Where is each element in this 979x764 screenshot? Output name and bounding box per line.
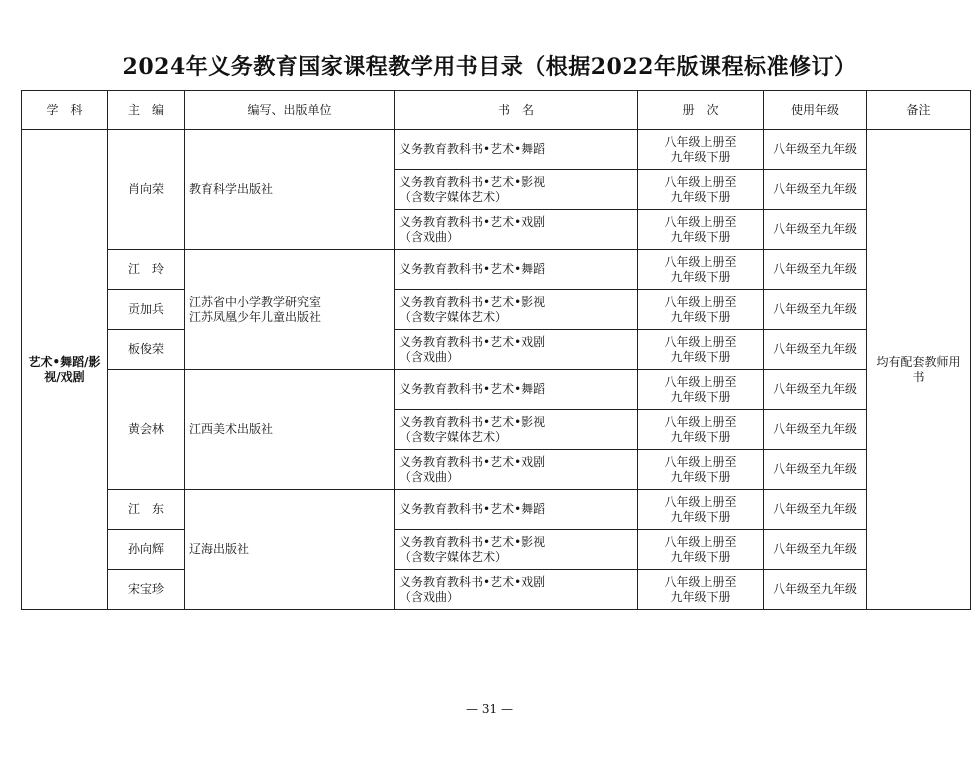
book-cell: 义务教育教科书•艺术•舞蹈: [395, 490, 638, 530]
book-cell: 义务教育教科书•艺术•戏剧 （含戏曲）: [395, 570, 638, 610]
book-cell: 义务教育教科书•艺术•影视 （含数字媒体艺术）: [395, 530, 638, 570]
table-row: [22, 130, 971, 170]
book-cell: 义务教育教科书•艺术•舞蹈: [395, 250, 638, 290]
grade-cell: 八年级至九年级: [764, 490, 867, 530]
book-cell: 义务教育教科书•艺术•戏剧 （含戏曲）: [395, 330, 638, 370]
header-grade: 使用年级: [764, 91, 867, 130]
volume-cell: 八年级上册至 九年级下册: [638, 170, 764, 210]
grade-cell: 八年级至九年级: [764, 370, 867, 410]
grade-cell: 八年级至九年级: [764, 450, 867, 490]
grade-cell: 八年级至九年级: [764, 130, 867, 170]
book-cell: 义务教育教科书•艺术•舞蹈: [395, 370, 638, 410]
publisher-cell: 辽海出版社: [185, 490, 395, 610]
table-row: [22, 530, 971, 570]
subject-cell: 艺术•舞蹈/影视/戏剧: [22, 130, 108, 610]
volume-cell: 八年级上册至 九年级下册: [638, 130, 764, 170]
header-publisher: 编写、出版单位: [185, 91, 395, 130]
grade-cell: 八年级至九年级: [764, 250, 867, 290]
textbook-catalog-table: [21, 90, 971, 610]
book-cell: 义务教育教科书•艺术•影视 （含数字媒体艺术）: [395, 170, 638, 210]
grade-cell: 八年级至九年级: [764, 170, 867, 210]
page-number: — 31 —: [466, 702, 513, 716]
volume-cell: 八年级上册至 九年级下册: [638, 410, 764, 450]
grade-cell: 八年级至九年级: [764, 570, 867, 610]
book-cell: 义务教育教科书•艺术•舞蹈: [395, 130, 638, 170]
editor-cell: 贡加兵: [108, 290, 185, 330]
editor-cell: 板俊荣: [108, 330, 185, 370]
table-row: [22, 490, 971, 530]
table-row: [22, 370, 971, 410]
header-volume: 册 次: [638, 91, 764, 130]
editor-cell: 宋宝珍: [108, 570, 185, 610]
volume-cell: 八年级上册至 九年级下册: [638, 250, 764, 290]
book-cell: 义务教育教科书•艺术•影视 （含数字媒体艺术）: [395, 410, 638, 450]
volume-cell: 八年级上册至 九年级下册: [638, 330, 764, 370]
book-cell: 义务教育教科书•艺术•影视 （含数字媒体艺术）: [395, 290, 638, 330]
editor-cell: 孙向辉: [108, 530, 185, 570]
grade-cell: 八年级至九年级: [764, 210, 867, 250]
grade-cell: 八年级至九年级: [764, 530, 867, 570]
table-row: [22, 290, 971, 330]
editor-cell: 黄会林: [108, 370, 185, 490]
table-row: [22, 570, 971, 610]
book-cell: 义务教育教科书•艺术•戏剧 （含戏曲）: [395, 450, 638, 490]
table-row: [22, 330, 971, 370]
volume-cell: 八年级上册至 九年级下册: [638, 490, 764, 530]
volume-cell: 八年级上册至 九年级下册: [638, 290, 764, 330]
volume-cell: 八年级上册至 九年级下册: [638, 210, 764, 250]
header-row: [22, 91, 971, 130]
page-title: 2024年义务教育国家课程教学用书目录（根据2022年版课程标准修订）: [122, 54, 857, 80]
grade-cell: 八年级至九年级: [764, 290, 867, 330]
book-cell: 义务教育教科书•艺术•戏剧 （含戏曲）: [395, 210, 638, 250]
editor-cell: 江 玲: [108, 250, 185, 290]
editor-cell: 肖向荣: [108, 130, 185, 250]
volume-cell: 八年级上册至 九年级下册: [638, 570, 764, 610]
volume-cell: 八年级上册至 九年级下册: [638, 370, 764, 410]
publisher-cell: 江苏省中小学教学研究室 江苏凤凰少年儿童出版社: [185, 250, 395, 370]
volume-cell: 八年级上册至 九年级下册: [638, 530, 764, 570]
publisher-cell: 教育科学出版社: [185, 130, 395, 250]
publisher-cell: 江西美术出版社: [185, 370, 395, 490]
volume-cell: 八年级上册至 九年级下册: [638, 450, 764, 490]
header-remark: 备注: [867, 91, 971, 130]
header-subject: 学 科: [22, 91, 108, 130]
header-book: 书 名: [395, 91, 638, 130]
grade-cell: 八年级至九年级: [764, 410, 867, 450]
header-editor: 主 编: [108, 91, 185, 130]
remark-cell: 均有配套教师用书: [867, 130, 971, 610]
table-row: [22, 250, 971, 290]
editor-cell: 江 东: [108, 490, 185, 530]
grade-cell: 八年级至九年级: [764, 330, 867, 370]
